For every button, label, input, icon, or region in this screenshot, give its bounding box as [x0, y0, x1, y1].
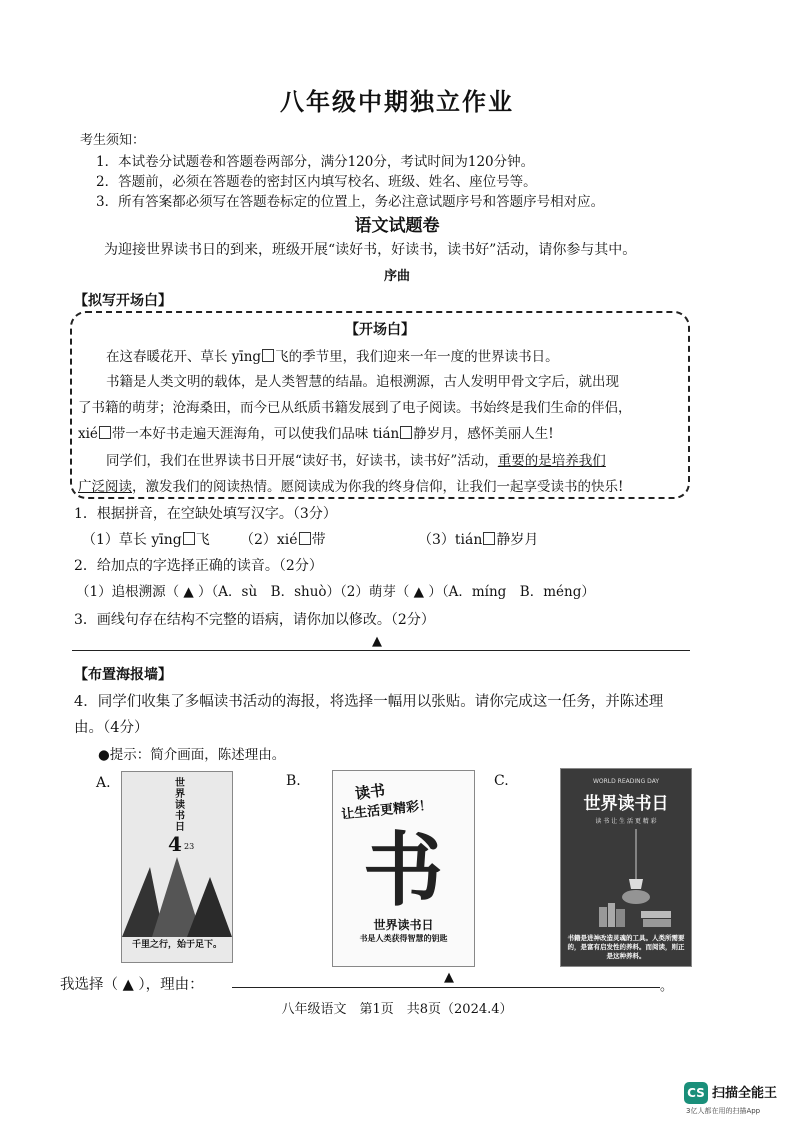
- box-line: 了书籍的萌芽；沧海桑田，而今已从纸质书籍发展到了电子阅读。书始终是我们生命的伴侣，: [78, 400, 632, 416]
- question-1-item: （3）tián 静岁月: [418, 532, 539, 548]
- underlined-sentence: 重要的是培养我们: [497, 453, 606, 469]
- blank-square: [99, 426, 111, 439]
- answer-mark: ▲: [444, 970, 454, 985]
- question-1-item: （2）xié 带: [240, 532, 326, 548]
- option-label-c: C.: [494, 773, 509, 789]
- option-label-b: B.: [286, 773, 301, 789]
- question-1-stem: 1．根据拼音，在空缺处填写汉字。（3分）: [74, 506, 337, 522]
- poster-b-head: 读书: [353, 780, 387, 803]
- opening-speech-box: [70, 311, 690, 499]
- page-title: 八年级中期独立作业: [280, 87, 514, 116]
- poster-b-title: 世界读书日: [373, 918, 434, 932]
- notice-item: 3．所有答案都必须写在答题卷标定的位置上，务必注意试题序号和答题序号相对应。: [96, 194, 605, 210]
- poster-a[interactable]: [121, 771, 233, 963]
- poster-b-caption: 书是人类获得智慧的钥匙: [359, 933, 448, 943]
- box-line: 在这春暖花开、草长 yīng 飞的季节里，我们迎来一年一度的世界读书日。: [106, 349, 559, 365]
- poster-c[interactable]: [560, 768, 692, 967]
- intro-text: 为迎接世界读书日的到来，班级开展“读好书，好读书，读书好”活动，请你参与其中。: [104, 242, 637, 258]
- question-1-item: （1）草长 yīng 飞: [82, 532, 210, 548]
- poster-c-tags: 读 书 让 生 活 更 精 彩: [595, 818, 657, 825]
- poster-a-caption: 千里之行，始于足下。: [131, 940, 222, 950]
- question-2-stem: 2．给加点的字选择正确的读音。（2分）: [74, 558, 323, 574]
- poster-a-date-small: 23: [184, 842, 195, 851]
- poster-a-title: 世界读书日: [175, 778, 185, 833]
- blank-square: [183, 532, 195, 545]
- notice-heading: 考生须知：: [80, 133, 146, 148]
- watermark-name: 扫描全能王: [712, 1086, 778, 1101]
- blank-square: [400, 426, 412, 439]
- question-4-stem: 由。（4分）: [74, 720, 149, 736]
- lamp-books-illustration: [561, 829, 691, 929]
- poster-b-slogan: 让生活更精彩！: [340, 798, 433, 823]
- notice-item: 1．本试卷分试题卷和答题卷两部分，满分120分，考试时间为120分钟。: [96, 154, 535, 170]
- question-4-hint: ●提示：简介画面，陈述理由。: [98, 747, 286, 763]
- section-heading-poster: 【布置海报墙】: [74, 667, 172, 683]
- poster-a-date: 4: [168, 832, 182, 856]
- blank-square: [483, 532, 495, 545]
- question-4-stem: 4．同学们收集了多幅读书活动的海报，将选择一幅用以张贴。请你完成这一任务，并陈述理: [74, 694, 664, 710]
- box-line: xié 带一本好书走遍天涯海角，可以使我们品味 tián 静岁月，感怀美丽人生!: [78, 426, 554, 442]
- blank-square: [299, 532, 311, 545]
- poster-c-title: 世界读书日: [583, 794, 669, 814]
- box-line: 同学们，我们在世界读书日开展“读好书，好读书，读书好”活动，重要的是培养我们: [106, 453, 606, 469]
- mountain-books-illustration: [122, 857, 232, 937]
- poster-c-small-title: WORLD READING DAY: [592, 778, 659, 785]
- page-footer: 八年级语文 第1页 共8页（2024.4）: [281, 1002, 513, 1017]
- poster-b[interactable]: [332, 770, 475, 967]
- prelude-heading: 序曲: [383, 269, 410, 284]
- underlined-sentence: 广泛阅读: [78, 479, 132, 495]
- box-line: 广泛阅读，激发我们的阅读热情。愿阅读成为你我的终身信仰，让我们一起享受读书的快乐!: [78, 479, 624, 495]
- answer-prompt: 我选择（ ▲ ），理由：: [60, 977, 204, 993]
- poster-c-caption: 书籍是进神改造灵魂的工具。人类所需要的，是富有启发性的养料。而阅读，则正是这种养料。: [567, 934, 685, 960]
- poster-b-big-character: 书: [363, 823, 443, 917]
- answer-line[interactable]: [232, 987, 660, 988]
- box-title: 【开场白】: [345, 322, 415, 338]
- option-label-a: A.: [96, 775, 111, 791]
- question-3-stem: 3．画线句存在结构不完整的语病，请你加以修改。（2分）: [74, 612, 435, 628]
- answer-mark: ▲: [372, 634, 382, 649]
- answer-end: 。: [660, 979, 674, 994]
- question-2-options: （1）追根溯源（ ▲ ）（A．sù B．shuò）（2）萌芽（ ▲ ）（A．míng B．méng）: [76, 584, 595, 600]
- camscanner-logo: CS: [684, 1082, 708, 1104]
- section-heading-opening: 【拟写开场白】: [74, 293, 172, 309]
- notice-item: 2．答题前，必须在答题卷的密封区内填写校名、班级、姓名、座位号等。: [96, 174, 537, 190]
- paper-subtitle: 语文试题卷: [354, 216, 440, 236]
- watermark-subtitle: 3亿人都在用的扫描App: [686, 1107, 761, 1115]
- answer-line: [72, 650, 690, 651]
- box-line: 书籍是人类文明的载体，是人类智慧的结晶。追根溯源，古人发明甲骨文字后，就出现: [106, 374, 619, 390]
- blank-square: [262, 349, 274, 362]
